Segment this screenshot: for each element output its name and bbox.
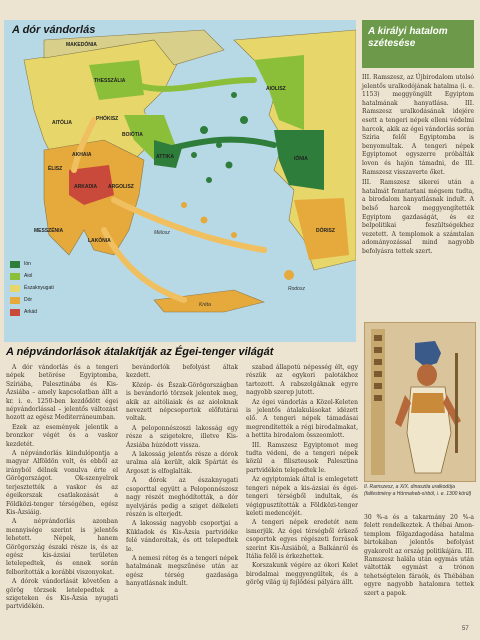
- article-paragraph: szabad állapotú népesség élt, egy részük az egykori palotákhoz tartozott. A rabszolgáknak egyre nagyobb szerep jutott.: [246, 364, 358, 397]
- dorian-migration-map: [4, 20, 356, 342]
- sidebar-paragraph: III. Ramszesz sikerei után a hatalmát fenntartani mégsem tudta, a birodalom hanyatlásnak indult. A belső harcok meggyengítették Egyiptom gazdaságát, és ez belpolitikai feszültségekhez vezetett. A templomok a számtalan adományozással mind nagyobb befolyásra tettek szert.: [362, 179, 474, 255]
- label-phokisz: PHÓKISZ: [96, 116, 119, 122]
- article-column-1: [6, 364, 118, 613]
- sidebar-title-line1: A királyi hatalom: [368, 26, 448, 37]
- article-paragraph: A lakosság nagyobb csoportjai a Kükladok és Kis-Ázsia partvidéke felé vándoroltak, és ott telepedtek le.: [126, 520, 238, 553]
- label-arkadia: ARKADIA: [74, 184, 98, 190]
- article-paragraph: A nemesi réteg és a tengeri népek hatalmának megszűnése után az egész térség gazdasága hanyatlásnak indult.: [126, 554, 238, 588]
- legend-item-ion: Ión: [10, 258, 50, 270]
- label-rodosz: Rodosz: [288, 286, 305, 292]
- label-akhaia: AKHAIA: [72, 152, 92, 158]
- ramesses-wall-painting-image: [364, 322, 476, 482]
- article-paragraph: A dórok az északnyugati csoporttal együtt a Peloponnészosz nagy részét meghódították, a dór nyelvjárás pedig a sziget délkeleti részén is elterjedt.: [126, 477, 238, 518]
- sidebar-text: [362, 74, 474, 256]
- article-title: A népvándorlások átalakítják az Égei-tenger világát: [6, 346, 274, 358]
- article-paragraph: A lakosság jelentős része a dórok uralma alá került, akik Spártát és Argoszt is elfoglalták.: [126, 451, 238, 475]
- article-paragraph: A dórok vándorlását követően a görög törzsek letelepedtek a szigeteken és Kis-Ázsia nyugati partvidékén.: [6, 578, 118, 611]
- legend-item-arkad: Arkád: [10, 306, 50, 318]
- sidebar: [362, 20, 474, 320]
- sidebar-title-line2: szétesése: [368, 38, 416, 49]
- sidebar-paragraph: III. Ramszesz, az Újbirodalom utolsó jelentős uralkodójának hatalma (i. e. 1153) meggyöngült Egyiptom hatalmának hanyatlása. III. Ramszesz uralkodásának idejére esett a tengeri népek elleni védelmi harcok, akik az égei vándorlás során Szíria felől Egyiptomba is benyomultak. A tengeri népek Egyiptomot egyszerre próbálták lovon és hajón támadni, de III. Ramszesz visszaverte őket.: [362, 74, 474, 176]
- legend-item-aiol: Aiol: [10, 270, 50, 282]
- label-makedonia: MAKEDÓNIA: [66, 42, 97, 48]
- label-kreta: Kréta: [199, 302, 211, 308]
- legend-item-northwest: Északnyugati: [10, 282, 50, 294]
- label-elisz: ÉLISZ: [48, 166, 63, 172]
- article-columns: [6, 364, 358, 613]
- label-milosz: Mélosz: [154, 230, 170, 236]
- article-paragraph: A peloponnészoszi lakosság egy része a szigetekre, illetve Kis-Ázsiába húzódott vissza.: [126, 424, 238, 449]
- label-thesszalia: THESSZÁLIA: [94, 78, 126, 84]
- article-paragraph: Az égei vándorlás a Közel-Keleten is jelentős átalakulásokat idézett elő. A tengeri népek támadásai megrendítették a régi birodalmakat, a hettita birodalom összeomlott.: [246, 398, 358, 440]
- page-number: 57: [462, 626, 469, 632]
- image-caption: II. Ramszesz, a XIX. dinasztia uralkodója (falfestmény a Hórmaheb-sírból, i. e. 1300 körül): [364, 484, 472, 497]
- label-dorisz: DÓRISZ: [316, 228, 335, 234]
- article-paragraph: A népvándorlás kiindulópontja a magyar Alföldön volt, és ebből az irányból délnek vonulva érte el Görögországot. Ok-szenyelrek terjesztették a vaskor és az égeikorszak csatlakozását a Földközi-tenger térségében, egész Kis-Ázsiáig.: [6, 450, 118, 516]
- sidebar-paragraph-3: 30 %-a és a takarmány 20 %-a felett rendelkeztek. A thébai Amon-templom fölgazdagodása hatalma birtokában jelentős befolyást gyakorolt az ország politikájára. III. Ramszesz halála után egymás után váltották egymást a trónon tehetségtelen fáraók, és Thébában egyre nagyobb hatalomra tettek szert a papok.: [364, 514, 474, 597]
- map-title: A dór vándorlás: [12, 24, 96, 36]
- label-aiolisz: AIOLISZ: [266, 86, 286, 92]
- article-column-3: [246, 364, 358, 613]
- label-ionia: IÓNIA: [294, 156, 308, 162]
- map-graphic: [4, 20, 356, 342]
- label-messzenia: MESSZÉNIA: [34, 228, 64, 234]
- article-paragraph: A dór vándorlás és a tengeri népek betörése Egyiptomba, Szíriába, Palesztinába és Kis-Ázsiába – amely kapcsolatban állt a kr. i. e. 1250-ben kezdődött égei népvándorlással – jelentős változást hozott az egész Mediterráneumban.: [6, 364, 118, 422]
- label-aitolia: AITÓLIA: [52, 120, 72, 126]
- label-attika: ATTIKA: [156, 154, 174, 160]
- article-paragraph: Közép- és Észak-Görögországban is bevándorló törzsek jelentek meg, akik az aitóliaiak és az aioloknak nevezett népcsoportok előfutárai voltak.: [126, 381, 238, 423]
- label-boiotia: BOIÓTIA: [122, 132, 143, 138]
- map-legend: [10, 258, 54, 318]
- article-paragraph: III. Ramszesz Egyiptomot meg tudta védeni, de a tengeri népek közül a filiszteusok Palesztina partvidékén telepedtek le.: [246, 441, 358, 474]
- legend-item-dor: Dór: [10, 294, 50, 306]
- article-paragraph: Korszakunk végére az ókori Kelet birodalmai meggyengültek, és a görög világ új fejlődési pályára állt.: [246, 562, 358, 587]
- sidebar-header: [362, 20, 474, 68]
- article-paragraph: bevándorlók befolyást áltak kezdett.: [126, 364, 238, 380]
- article-paragraph: Az egyiptomiak által is emlegetett tengeri népek a kis-ázsiai és égei-tengeri térségből indultak, és végigpusztították a Földközi-tenger keleti medencéjét.: [246, 476, 358, 517]
- article-paragraph: Ezek az események jelentik a bronzkor végét és a vaskor kezdetét.: [6, 423, 118, 448]
- article-paragraph: A tengeri népek eredetét nem ismerjük. Az égei térségből érkező csoportok egyes régészeti források szerint Kis-Ázsiából, a Balkánról és Itália felől is érkezhettek.: [246, 519, 358, 560]
- label-lakonia: LAKÓNIA: [88, 238, 111, 244]
- label-argolisz: ARGOLISZ: [108, 184, 134, 190]
- article-column-2: [126, 364, 238, 613]
- article-paragraph: A népvándorlás azonban mennyisége szerint is jelentős lehetett. Népek, hanem Görögország északi része is, és az egész kis-ázsiai területen letelepedtek, és ennek során felborították a korábbi viszonyokat.: [6, 518, 118, 576]
